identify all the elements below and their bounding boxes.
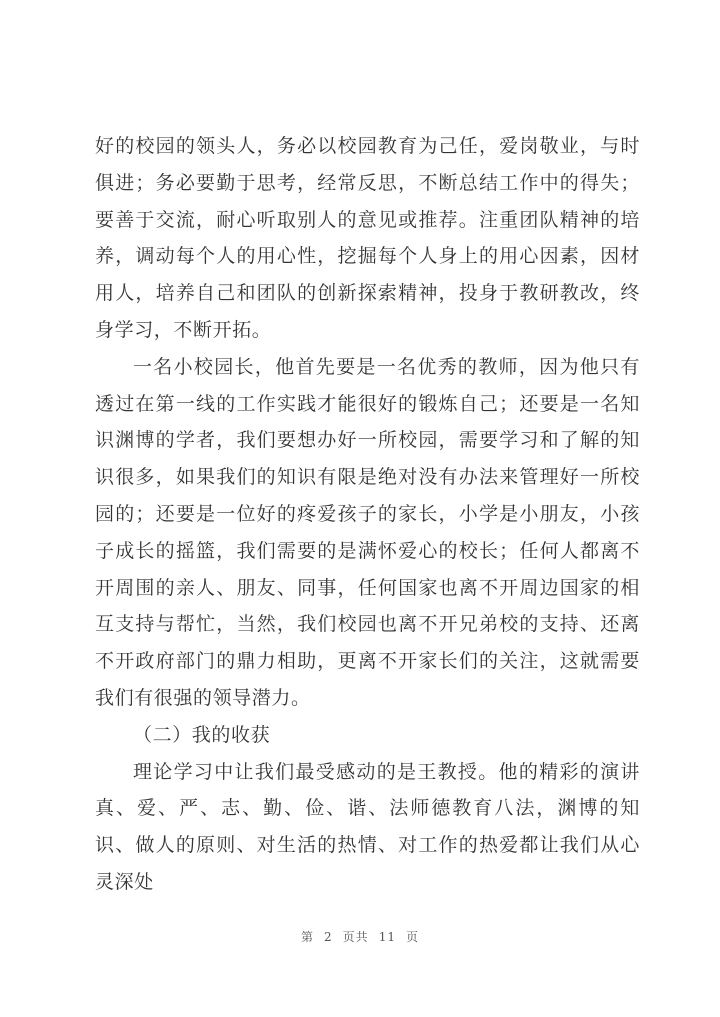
footer-middle: 页共 — [342, 930, 369, 944]
paragraph-leadership-duties: 好的校园的领头人，务必以校园教育为己任，爱岗敬业，与时俱进；务必要勤于思考，经常反思，不断总结工作中的得失；要善于交流，耐心听取别人的意见或推荐。注重团队精神的培养，调动每个人的用心性，挖掘每个人身上的用心因素，因材用人，培养自己和团队的创新探索精神，投身于教研教改，终身学习，不断开拓。 — [95, 135, 640, 341]
footer-total-pages: 11 — [378, 930, 396, 944]
section-heading-my-gains: （二）我的收获 — [133, 723, 271, 746]
footer-page-number: 2 — [324, 930, 333, 944]
footer-prefix: 第 — [301, 930, 315, 944]
footer-suffix: 页 — [405, 930, 419, 944]
paragraph-principal-qualities: 一名小校园长，他首先要是一名优秀的教师，因为他只有透过在第一线的工作实践才能很好的锻炼自己；还要是一名知识渊博的学者，我们要想办好一所校园，需要学习和了解的知识很多，如果我们的知识有限是绝对没有办法来管理好一所校园的；还要是一位好的疼爱孩子的家长，小学是小朋友，小孩子成长的摇篮，我们需要的是满怀爱心的校长；任何人都离不开周围的亲人、朋友、同事，任何国家也离不开周边国家的相互支持与帮忙，当然，我们校园也离不开兄弟校的支持、还离不开政府部门的鼎力相助，更离不开家长们的关注，这就需要我们有很强的领导潜力。 — [95, 355, 640, 709]
document-body — [95, 128, 640, 901]
page-footer — [0, 928, 720, 945]
paragraph-theory-study: 理论学习中让我们最受感动的是王教授。他的精彩的演讲真、爱、严、志、勤、俭、谐、法师德教育八法，渊博的知识、做人的原则、对生活的热情、对工作的热爱都让我们从心灵深处 — [95, 760, 640, 893]
